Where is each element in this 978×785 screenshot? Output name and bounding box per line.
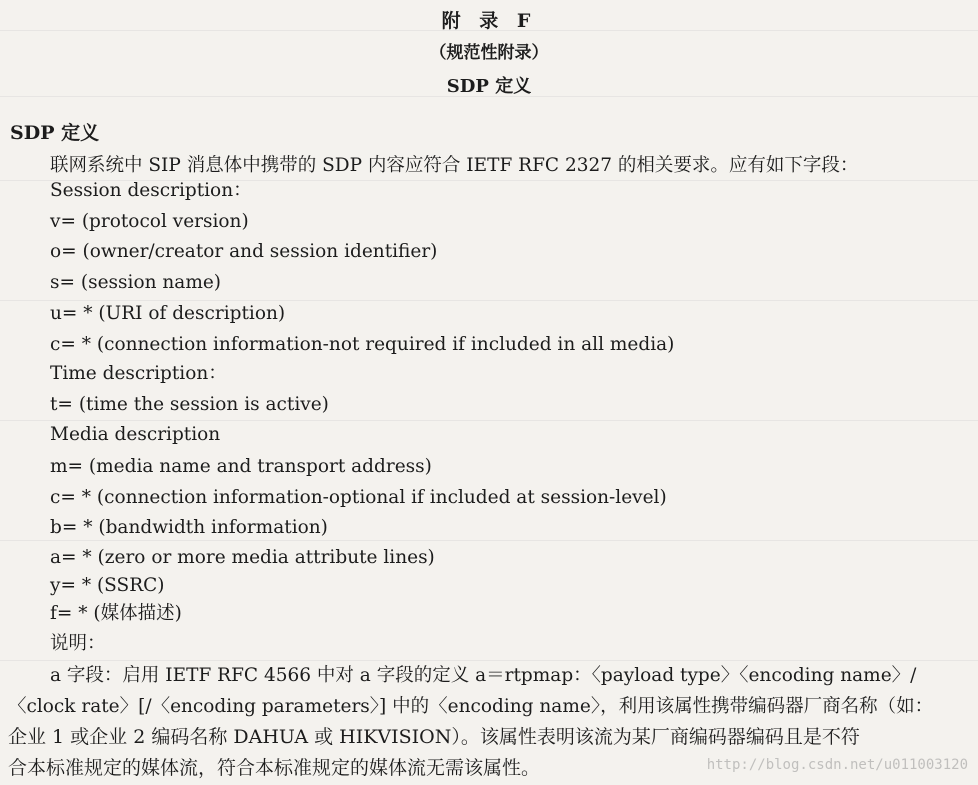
sdp-field-b: b= * (bandwidth information) (50, 517, 328, 538)
time-description-label: Time description： (50, 363, 227, 384)
appendix-subtitle: （规范性附录） (429, 43, 549, 63)
media-description-label: Media description (50, 424, 221, 445)
note-label: 说明： (50, 633, 106, 654)
sdp-field-o: o= (owner/creator and session identifier) (50, 241, 438, 262)
sdp-field-f: f= * (媒体描述) (50, 603, 182, 624)
sdp-field-m: m= (media name and transport address) (50, 456, 432, 477)
note-line-2: 〈clock rate〉[/〈encoding parameters〉] 中的〈encoding name〉，利用该属性携带编码器厂商名称（如： (8, 696, 934, 717)
appendix-title: 附 录 F (441, 10, 537, 32)
sdp-field-a: a= * (zero or more media attribute lines) (50, 547, 435, 568)
background-texture (0, 300, 978, 301)
sdp-field-s: s= (session name) (50, 272, 222, 293)
background-texture (0, 660, 978, 661)
note-line-4: 合本标准规定的媒体流，符合本标准规定的媒体流无需该属性。 (8, 757, 541, 779)
sdp-field-c-media: c= * (connection information-optional if included at session-level) (50, 487, 667, 508)
sdp-field-y: y= * (SSRC) (50, 575, 165, 596)
background-texture (0, 540, 978, 541)
background-texture (0, 420, 978, 421)
intro-paragraph: 联网系统中 SIP 消息体中携带的 SDP 内容应符合 IETF RFC 2327 的相关要求。应有如下字段： (50, 155, 859, 176)
section-heading: SDP 定义 (10, 122, 100, 144)
appendix-topic: SDP 定义 (446, 76, 532, 97)
sdp-field-t: t= (time the session is active) (50, 394, 329, 415)
session-description-label: Session description： (50, 180, 252, 201)
note-line-1: a 字段：启用 IETF RFC 4566 中对 a 字段的定义 a＝rtpmap：〈payload type〉〈encoding name〉/ (50, 665, 917, 686)
watermark: http://blog.csdn.net/u011003120 (706, 757, 968, 773)
sdp-field-u: u= * (URI of description) (50, 303, 286, 324)
note-line-3: 企业 1 或企业 2 编码名称 DAHUA 或 HIKVISION）。该属性表明该流为某厂商编码器编码且是不符 (8, 726, 860, 748)
sdp-field-c-session: c= * (connection information-not required if included in all media) (50, 334, 675, 355)
sdp-field-v: v= (protocol version) (50, 211, 249, 232)
